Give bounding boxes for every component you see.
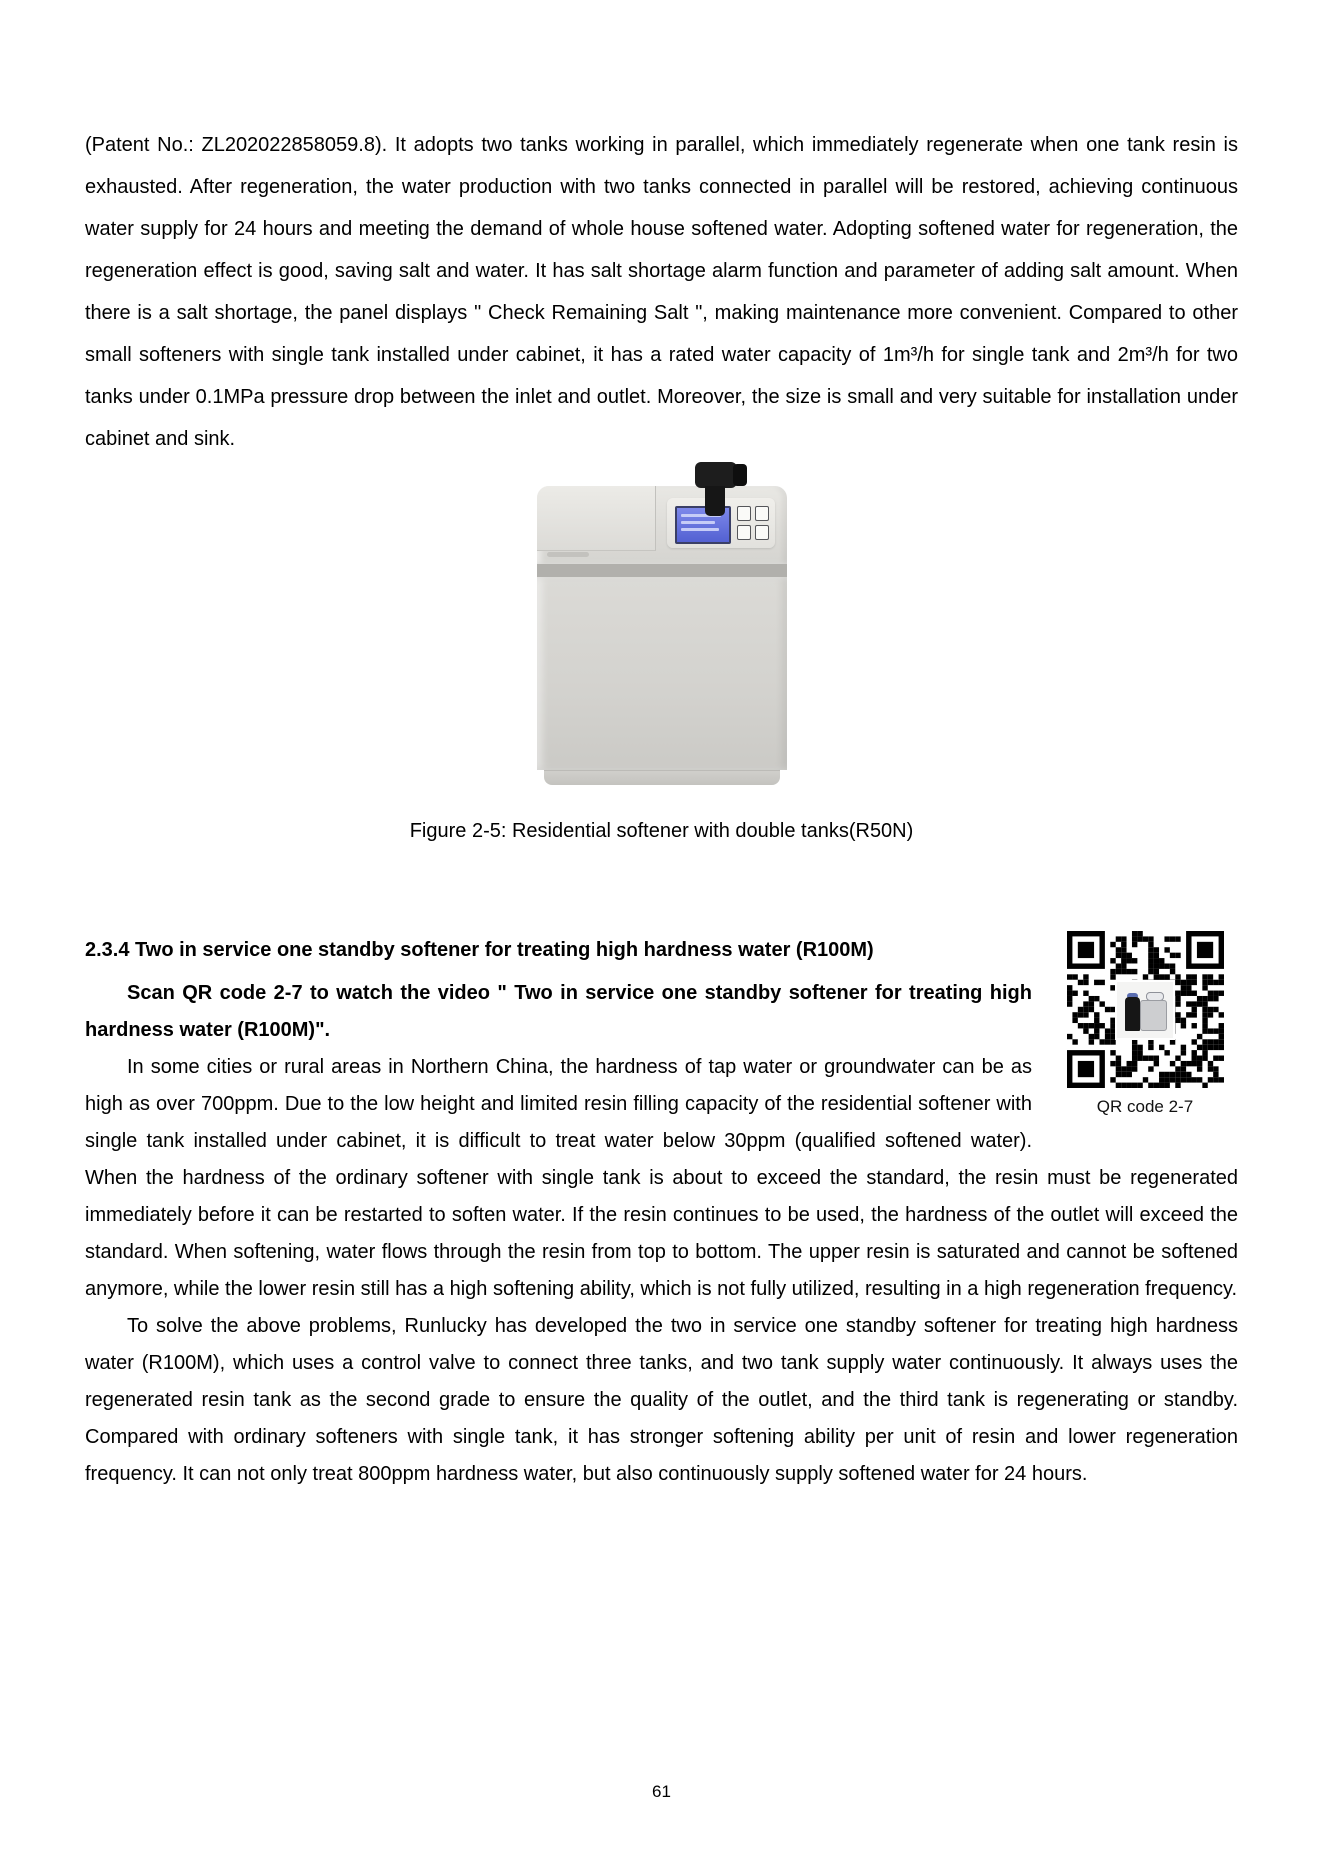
figure-2-5 xyxy=(85,480,1238,788)
page-number: 61 xyxy=(652,1782,671,1801)
body-paragraph-1: (Patent No.: ZL202022858059.8). It adopts two tanks working in parallel, which immediately regenerate when one tank resin is exhausted. After regeneration, the water production with two tanks connected in parallel will be restored, achieving continuous water supply for 24 hours and meeting the demand of whole house softened water. Adopting softened water for regeneration, the regeneration effect is good, saving salt and water. It has salt shortage alarm function and parameter of adding salt amount. When there is a salt shortage, the panel displays " Check Remaining Salt ", making maintenance more convenient. Compared to other small softeners with single tank installed under cabinet, it has a rated water capacity of 1m³/h for single tank and 2m³/h for two tanks under 0.1MPa pressure drop between the inlet and outlet. Moreover, the size is small and very suitable for installation under cabinet and sink. xyxy=(85,134,1238,450)
qr-center-product-thumbnail xyxy=(1117,982,1173,1038)
device-button xyxy=(737,525,751,540)
thumbnail-cabinet xyxy=(1140,1000,1167,1031)
figure-caption: Figure 2-5: Residential softener with double tanks(R50N) xyxy=(409,820,914,842)
section-2-3-4 xyxy=(85,929,1238,1493)
qr-code-image xyxy=(1067,931,1224,1088)
lcd-text-line xyxy=(681,528,719,531)
device-button xyxy=(755,525,769,540)
device-body xyxy=(537,577,787,770)
body-paragraph-3: To solve the above problems, Runlucky has developed the two in service one standby softener for treating high hardness water (R100M), which uses a control valve to connect three tanks, and two tank supply water continuously. It always uses the regenerated resin tank as the second grade to ensure the quality of the outlet, and the third tank is regenerating or standby. Compared with ordinary softeners with single tank, it has stronger softening ability per unit of resin and lower regeneration frequency. It can not only treat 800ppm hardness water, but also continuously supply softened water for 24 hours. xyxy=(85,1315,1238,1485)
device-lid-handle-slot xyxy=(547,552,589,557)
device-base xyxy=(544,770,780,785)
lcd-text-line xyxy=(681,521,715,524)
valve-cap xyxy=(733,464,747,486)
scan-qr-note: Scan QR code 2-7 to watch the video " Two in service one standby softener for treating high hardness water (R100M)". xyxy=(85,982,1032,1041)
device-salt-lid xyxy=(537,486,656,551)
valve-connector xyxy=(695,462,737,488)
device-buttons xyxy=(737,506,769,540)
device-button xyxy=(755,506,769,521)
device-top-cap xyxy=(537,486,787,564)
qr-figure xyxy=(1052,929,1238,1149)
device-button xyxy=(737,506,751,521)
thumbnail-bottle xyxy=(1125,997,1140,1031)
qr-caption: QR code 2-7 xyxy=(1096,1097,1194,1116)
valve-stem xyxy=(705,486,725,516)
product-photo-softener xyxy=(537,486,787,786)
body-paragraph-2: In some cities or rural areas in Northern China, the hardness of tap water or groundwater can be as high as over 700ppm. Due to the low height and limited resin filling capacity of the residential softener with single tank installed under cabinet, it is difficult to treat water below 30ppm (qualified softened water). When the hardness of the ordinary softener with single tank is about to exceed the standard, the resin must be regenerated immediately before it can be restarted to soften water. If the resin continues to be used, the hardness of the outlet will exceed the standard. When softening, water flows through the resin from top to bottom. The upper resin is saturated and cannot be softened anymore, while the lower resin still has a high softening ability, which is not fully utilized, resulting in a high regeneration frequency. xyxy=(85,1056,1238,1300)
section-heading: 2.3.4 Two in service one standby softener for treating high hardness water (R100M) xyxy=(85,939,874,961)
device-accent-band xyxy=(537,564,787,577)
